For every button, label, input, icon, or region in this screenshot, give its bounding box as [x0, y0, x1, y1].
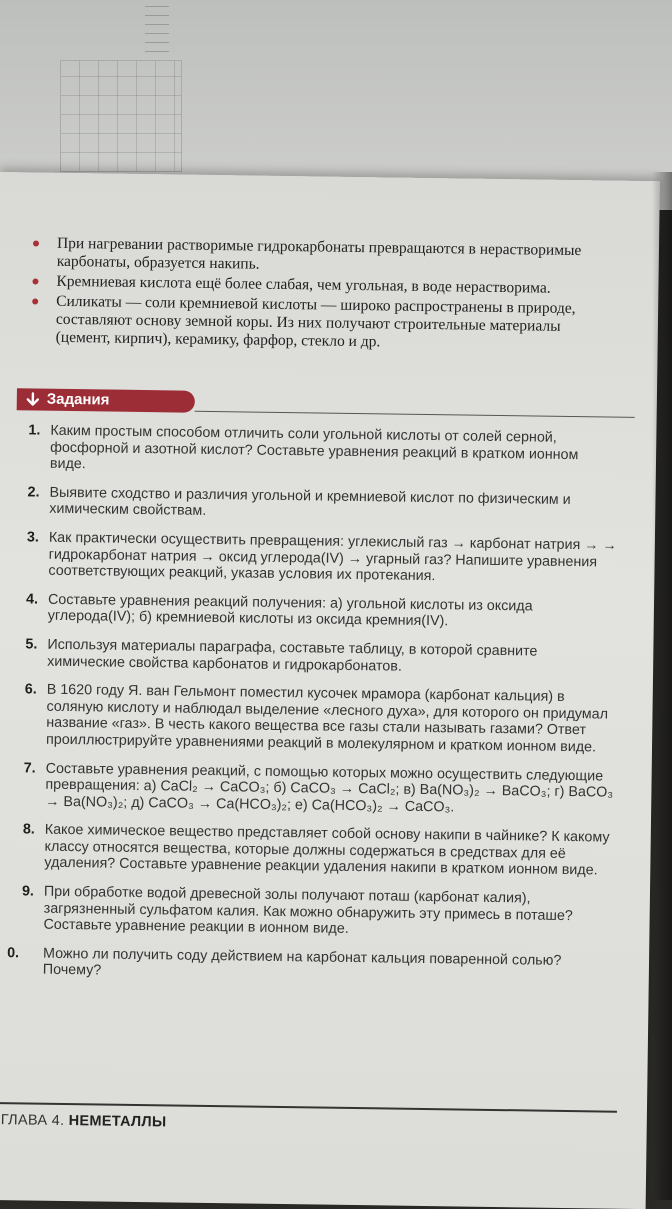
bullet-item	[28, 292, 619, 354]
bullet-dot-icon	[32, 278, 38, 284]
tasks-badge	[17, 388, 195, 412]
task-text: При обработке водой древесной золы получают поташ (карбонат калия), загрязненный сульфатом калия. Как можно обнаружить эту примесь в поташе? Составьте уравнение реакции в ионном виде.	[43, 883, 573, 938]
task-text: Используя материалы параграфа, составьте таблицу, в которой сравните химические свойства карбонатов и гидрокарбонатов.	[47, 636, 538, 675]
bullet-text: Кремниевая кислота ещё более слабая, чем угольная, в воде нерастворима.	[56, 272, 551, 297]
chapter-title: НЕМЕТАЛЛЫ	[68, 1113, 167, 1131]
task-text: Как практически осуществить превращения: углекислый газ → карбонат натрия → → гидрокарбонат натрия → оксид углерода(IV) → угарный газ? Напишите уравнения соответствующих реакций, указав условия их протекания.	[48, 529, 617, 585]
footer-rule	[0, 1102, 617, 1113]
task-item	[14, 681, 615, 756]
task-text: Составьте уравнения реакций, с помощью которых можно осуществить следующие превращения: а) CaCl₂ → CaCO₃; б) CaCO₃ → CaCl₂; в) Ba(NO₃)₂ → BaCO₃; г) BaCO₃ → Ba(NO₃)₂; д) CaCO₃ → Ca(HCO₃)₂; е) Ca(HCO₃)₂ → CaCO₃.	[45, 760, 614, 816]
task-text: Каким простым способом отличить соли угольной кислоты от солей серной, фосфорной и азотной кислот? Составьте уравнения реакций в кратком ионном виде.	[49, 422, 579, 473]
task-item	[15, 636, 615, 678]
bullet-dot-icon	[32, 298, 38, 304]
task-number: 9.	[21, 883, 35, 900]
page-edge-shadow	[652, 172, 672, 1200]
arrow-down-icon	[25, 391, 41, 407]
header-rule	[195, 411, 635, 418]
task-text: Можно ли получить соду действием на карбонат кальция поваренной солью? Почему?	[42, 945, 562, 979]
grid-table-fragment	[60, 60, 182, 172]
task-text: В 1620 году Я. ван Гельмонт поместил кусочек мрамора (карбонат кальция) в соляную кислоту и наблюдал выделение «лесного духа», для которого он придумал название «газ». В честь какого вещества все газы стали называть газами? Ответ проиллюстрируйте уравнениями реакций в молекулярном и кратком ионном виде.	[45, 681, 609, 756]
tasks-title: Задания	[46, 390, 110, 409]
bullet-item	[29, 234, 619, 278]
bullet-text: Силикаты — соли кремниевой кислоты — широко распространены в природе, составляют основу земной коры. Из них получают строительные материалы (цемент, кирпич), керамику, фарфор, стекло и др.	[55, 292, 576, 351]
task-text: Выявите сходство и различия угольной и кремниевой кислот по физическим и химическим свойствам.	[49, 484, 571, 520]
chapter-label	[1, 1112, 167, 1130]
task-number: 5.	[25, 636, 38, 653]
task-number: 6.	[24, 681, 37, 698]
page-footer	[0, 1102, 627, 1151]
task-item	[11, 883, 612, 941]
task-number: 4.	[25, 591, 39, 608]
task-number: 7.	[23, 759, 36, 777]
chapter-number: ГЛАВА 4.	[0, 1112, 65, 1129]
task-number: 8.	[22, 821, 35, 838]
textbook-page	[0, 172, 660, 1209]
summary-bullets	[28, 234, 620, 356]
task-number: 1.	[28, 422, 41, 439]
task-item	[16, 591, 616, 633]
task-text: Составьте уравнения реакций получения: а) угольной кислоты из оксида углерода(IV); б) кремниевой кислоты из оксида кремния(IV).	[47, 591, 533, 630]
task-item	[16, 529, 617, 587]
task-item	[18, 422, 619, 480]
task-item	[7, 945, 611, 987]
task-number: 3.	[26, 529, 40, 546]
grid-strip-fragment	[145, 0, 169, 60]
task-item	[12, 822, 613, 880]
task-number: 2.	[27, 484, 40, 501]
bullet-text: При нагревании растворимые гидрокарбонаты превращаются в нерастворимые карбонаты, образуется накипь.	[56, 234, 582, 273]
task-item	[17, 484, 617, 526]
task-number: 0.	[7, 945, 20, 962]
tasks-section-header	[17, 388, 637, 419]
task-item	[13, 760, 614, 818]
task-list	[7, 422, 619, 998]
bullet-dot-icon	[33, 240, 39, 246]
task-text: Какое химическое вещество представляет собой основу накипи в чайнике? К какому классу относятся вещества, которые должны содержаться в средствах для её удаления? Составьте уравнение реакции удаления накипи в кратком ионном виде.	[44, 821, 610, 879]
